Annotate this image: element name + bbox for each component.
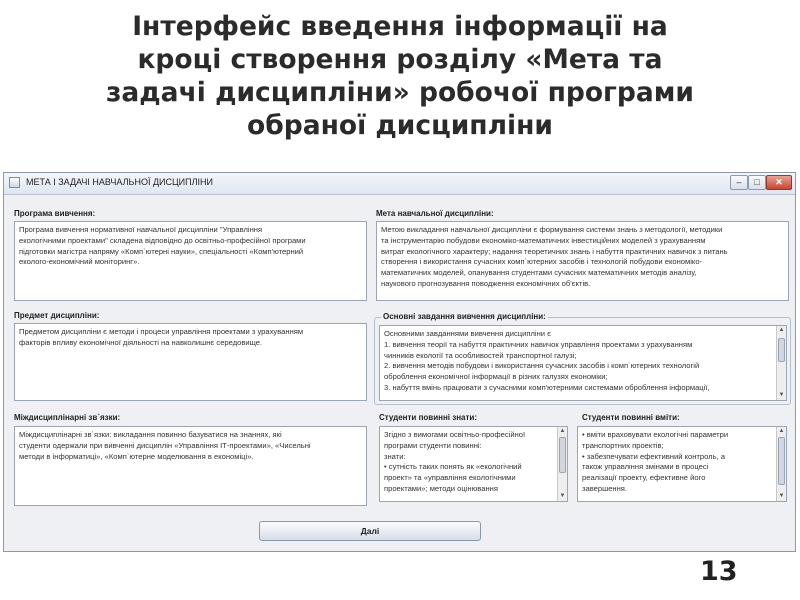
text-line: оброблення економічної інформації в різних галузях економіки;: [384, 372, 608, 382]
slide-title-line: обраної дисципліни: [247, 110, 553, 141]
text-line: Основними завданнями вивчення дисципліни є: [384, 329, 552, 338]
text-line: математичних моделей, опанування студентами сучасних математичних методів аналізу,: [381, 268, 697, 278]
slide-title-line: Інтерфейс введення інформації на: [132, 11, 668, 42]
text-line: реалізації проекту, ефективне його: [582, 473, 706, 483]
maximize-button[interactable]: □: [748, 175, 766, 190]
slide-title: [40, 10, 760, 142]
text-line: проект» та «управління екологічними: [384, 473, 516, 483]
text-line: • сутність таких понять як «екологічний: [384, 462, 522, 472]
window-title: МЕТА І ЗАДАЧІ НАВЧАЛЬНОЇ ДИСЦИПЛІНИ: [26, 177, 213, 187]
text-line: знати:: [384, 451, 406, 461]
text-line: Предметом дисципліни є методи і процеси управління проектами з урахуванням: [19, 327, 304, 336]
program-label: Програма вивчення:: [14, 209, 96, 218]
text-line: створення і використання сучасних комп`ютерних засобів і технологій побудови економіко-: [381, 257, 703, 267]
slide-title-line: задачі дисципліни» робочої програми: [106, 77, 694, 108]
tasks-label: Основні завдання вивчення дисципліни:: [383, 312, 546, 321]
text-line: • забезпечувати ефективний контроль, а: [582, 451, 726, 461]
text-line: проектами»; методи оцінювання: [384, 483, 498, 493]
subject-textarea[interactable]: [14, 323, 367, 401]
scroll-down-arrow-icon[interactable]: ▼: [559, 493, 566, 499]
text-line: факторів впливу економічної діяльності на навколишнє середовище.: [19, 337, 263, 347]
goal-textarea[interactable]: [376, 221, 789, 301]
know-textarea[interactable]: [379, 426, 568, 502]
close-button[interactable]: ✕: [766, 175, 792, 190]
interdisciplinary-label: Міждисциплінарні зв`язки:: [14, 413, 121, 422]
scroll-up-arrow-icon[interactable]: ▲: [778, 428, 785, 434]
text-line: • вміти враховувати екологічні параметри: [582, 430, 729, 439]
know-label: Студенти повинні знати:: [379, 413, 477, 422]
scroll-thumb[interactable]: [778, 437, 785, 485]
text-line: завершення.: [582, 483, 628, 493]
text-line: наукового прогнозування поводження економічних об'єктів.: [381, 278, 591, 288]
text-line: студенти одержали при вивченні дисциплін «Управління ІТ-проектами», «Чисельні: [19, 440, 311, 450]
interdisciplinary-textarea[interactable]: [14, 426, 367, 506]
scroll-up-arrow-icon[interactable]: ▲: [559, 428, 566, 434]
scroll-thumb[interactable]: [559, 437, 566, 473]
subject-label: Предмет дисципліни:: [14, 311, 100, 320]
scroll-thumb[interactable]: [778, 338, 785, 362]
tasks-scrollbar[interactable]: [776, 326, 786, 400]
text-line: 3. набуття вмінь працювати з сучасними комп'ютерними системами оброблення інформації,: [384, 382, 710, 392]
text-line: Метою викладання навчальної дисципліни є формування системи знань з методології, методики: [381, 225, 723, 234]
app-icon: [9, 177, 20, 188]
minimize-button[interactable]: –: [730, 175, 748, 190]
know-scrollbar[interactable]: [557, 427, 567, 501]
text-line: витрат екологічного характеру; надання теоретичних знань і набуття практичних навичок з питань: [381, 246, 728, 256]
program-textarea[interactable]: [14, 221, 367, 301]
slide-title-line: кроці створення розділу «Мета та: [137, 44, 663, 75]
page-number: 13: [700, 556, 738, 587]
app-window: [3, 172, 796, 552]
scroll-down-arrow-icon[interactable]: ▼: [778, 392, 785, 398]
scroll-down-arrow-icon[interactable]: ▼: [778, 493, 785, 499]
able-label: Студенти повинні вміти:: [582, 413, 680, 422]
text-line: 1. вивчення теорії та набуття практичних навичок управління проектами з урахуванням: [384, 339, 693, 349]
text-line: 2. вивчення методів побудови і використання сучасних засобів і комп`ютерних технологій: [384, 361, 700, 371]
tasks-textarea[interactable]: [379, 325, 787, 401]
text-line: програми студенти повинні:: [384, 440, 482, 450]
text-line: екологічними проектами" складена відповідно до освітньо-професійної програми: [19, 235, 306, 245]
able-scrollbar[interactable]: [776, 427, 786, 501]
text-line: Програма вивчення нормативної навчальної дисципліни "Управління: [19, 225, 263, 234]
text-line: та інструментарію побудови економіко-математичних інвестиційних моделей з урахуванням: [381, 235, 706, 245]
goal-label: Мета навчальної дисципліни:: [376, 209, 494, 218]
text-line: також управління змінами в процесі: [582, 462, 709, 472]
text-line: методи в інформатиці», «Комп`ютерне моделювання в економіці».: [19, 451, 254, 461]
able-textarea[interactable]: [577, 426, 787, 502]
next-button[interactable]: Далі: [259, 521, 481, 541]
text-line: Міждисциплінарні зв`язки: викладання повинно базуватися на знаннях, які: [19, 430, 282, 439]
text-line: транспортних проектів;: [582, 440, 664, 450]
window-titlebar[interactable]: [4, 173, 795, 195]
text-line: еколого-економічний моніторинг».: [19, 257, 140, 267]
text-line: Згідно з вимогами освітньо-професійної: [384, 430, 526, 439]
text-line: чинників екології та особливостей транспортної галузі;: [384, 350, 577, 360]
scroll-up-arrow-icon[interactable]: ▲: [778, 327, 785, 333]
text-line: підготовки магістра напряму «Комп`ютерні науки», спеціальності «Комп'ютерний: [19, 246, 304, 256]
